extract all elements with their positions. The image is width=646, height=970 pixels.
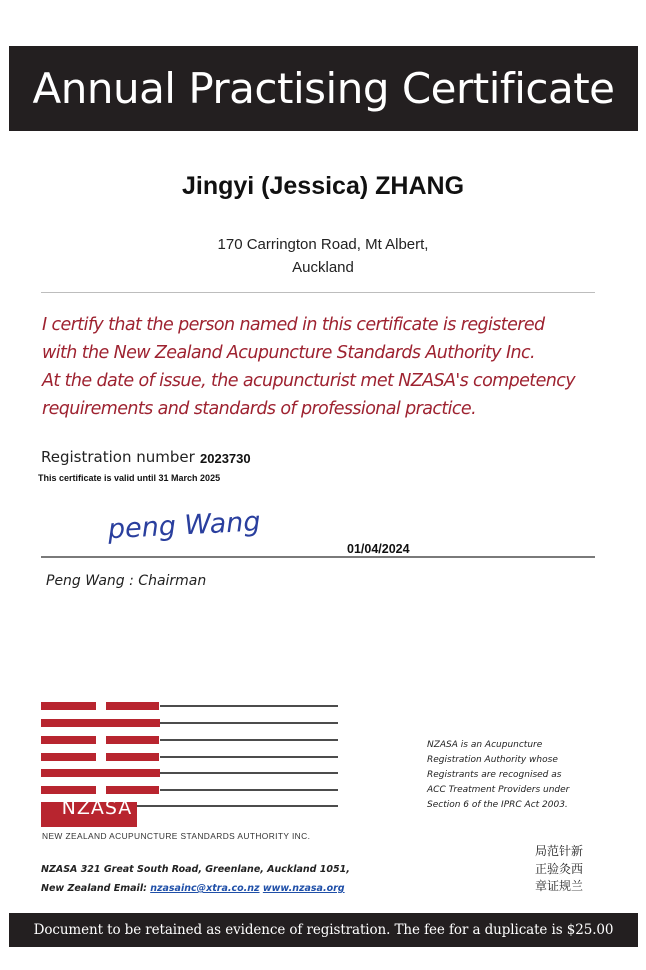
registration-label: Registration number xyxy=(41,448,195,466)
chinese-seal-text xyxy=(535,843,595,896)
footer-bar xyxy=(9,913,638,947)
chinese-line: 正验灸西 xyxy=(535,861,584,876)
certification-line: requirements and standards of professional practice. xyxy=(42,399,477,419)
note-line: NZASA is an Acupuncture xyxy=(427,740,543,750)
chinese-line: 局范针新 xyxy=(535,844,584,858)
certification-statement xyxy=(42,311,602,423)
contact-email-line xyxy=(41,879,350,898)
logo-needle-lines xyxy=(137,706,338,806)
note-line: ACC Treatment Providers under xyxy=(427,785,570,795)
certificate-title-bar xyxy=(9,46,638,131)
registration-number: 2023730 xyxy=(200,451,251,466)
signature-date: 01/04/2024 xyxy=(347,542,410,556)
website-link[interactable]: www.nzasa.org xyxy=(262,883,345,894)
certification-line: At the date of issue, the acupuncturist met NZASA's competency xyxy=(42,371,576,391)
note-line: Registrants are recognised as xyxy=(427,770,562,780)
contact-address-line: NZASA 321 Great South Road, Greenlane, Auckland 1051, xyxy=(41,864,350,875)
practitioner-address-line2: Auckland xyxy=(292,259,354,276)
divider xyxy=(41,292,595,293)
certificate-title: Annual Practising Certificate xyxy=(32,64,615,113)
certification-line: I certify that the person named in this certificate is registered xyxy=(42,315,545,335)
note-line: Section 6 of the IPRC Act 2003. xyxy=(427,800,568,810)
signature-line xyxy=(41,556,595,558)
footer-notice: Document to be retained as evidence of registration. The fee for a duplicate is $25.00 xyxy=(33,922,614,938)
nzasa-registration-note xyxy=(427,738,607,813)
handwritten-signature xyxy=(100,498,280,558)
practitioner-name: Jingyi (Jessica) ZHANG xyxy=(181,172,465,200)
signature-text: peng Wang xyxy=(107,506,262,546)
organization-contact xyxy=(41,860,350,898)
email-link[interactable]: nzasainc@xtra.co.nz xyxy=(150,883,260,894)
certification-line: with the New Zealand Acupuncture Standards Authority Inc. xyxy=(42,343,536,363)
chinese-line: 章证规兰 xyxy=(535,879,584,893)
contact-label: New Zealand Email: xyxy=(41,883,147,894)
logo-wordmark: NZASA xyxy=(61,797,133,819)
organization-name: NEW ZEALAND ACUPUNCTURE STANDARDS AUTHORITY INC. xyxy=(42,831,311,841)
practitioner-address-line1: 170 Carrington Road, Mt Albert, xyxy=(217,236,429,253)
note-line: Registration Authority whose xyxy=(427,755,558,765)
validity-statement: This certificate is valid until 31 March 2025 xyxy=(38,473,221,483)
signer-name: Peng Wang : Chairman xyxy=(46,573,207,589)
